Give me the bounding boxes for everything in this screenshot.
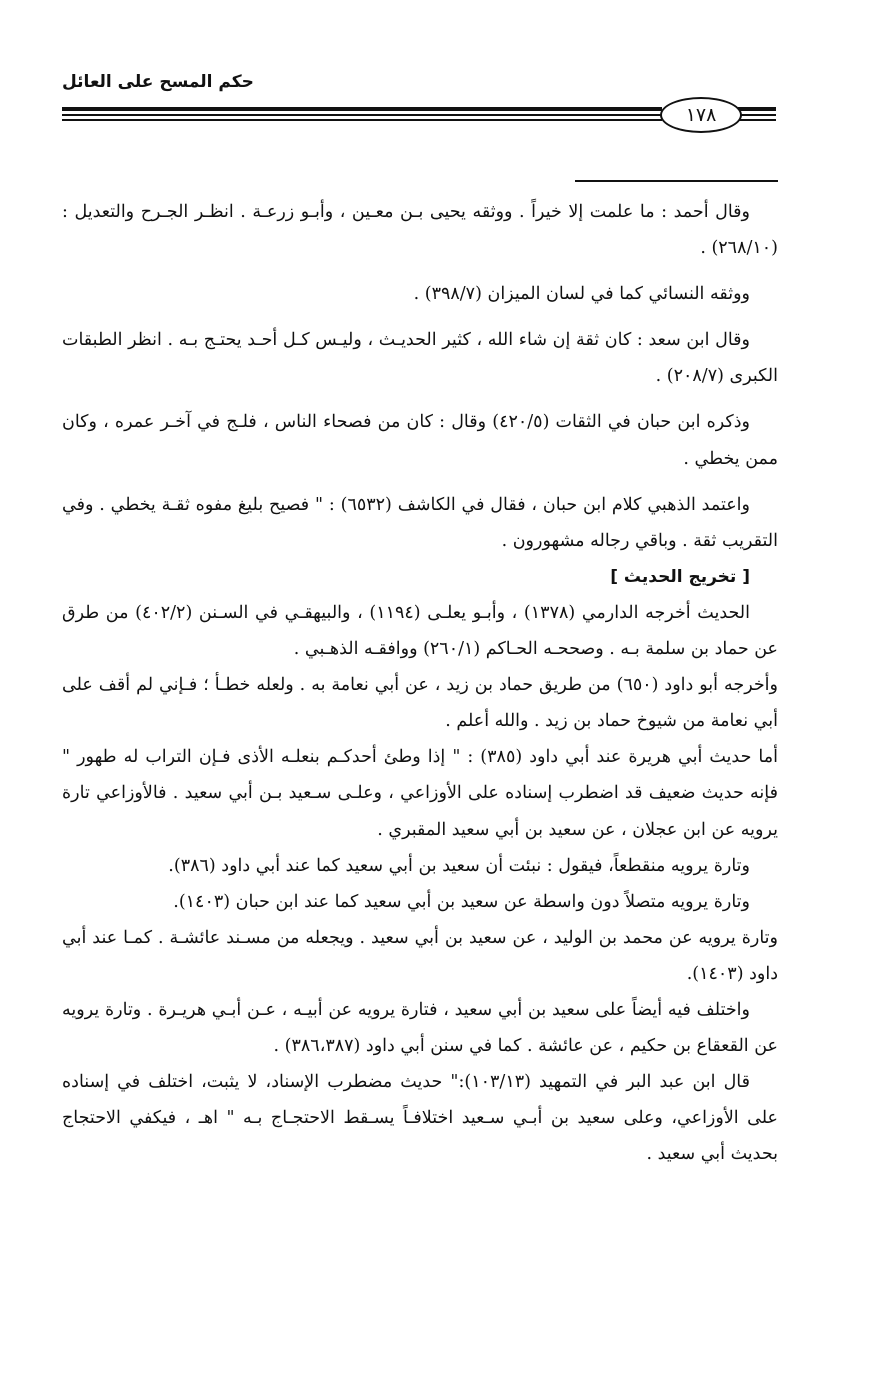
header-rule bbox=[738, 119, 776, 121]
running-header-title: حكم المسح على العائل bbox=[62, 72, 254, 92]
paragraph: قال ابن عبد البر في التمهيد (١٠٣/١٣):" حديث مضطرب الإسناد، لا يثبت، اختلف في إسناده على الأوزاعي، وعلى سعيد بن أبـي سـعيد اختلافـاً يسـقط الاحتجـاج بـه " اهـ ، فيكفي الاحتجاج بحديث أبي سعيد . bbox=[62, 1072, 778, 1165]
section-heading: [ تخريج الحديث ] bbox=[610, 566, 750, 587]
page-body bbox=[62, 194, 778, 1172]
paragraph: وتارة يرويه منقطعاً، فيقول : نبئت أن سعيد بن أبي سعيد كما عند أبي داود (٣٨٦). bbox=[168, 855, 750, 876]
header-rule bbox=[738, 107, 776, 111]
page-number: ١٧٨ bbox=[660, 97, 742, 133]
paragraph: وأخرجه أبو داود (٦٥٠) من طريق حماد بن زيد ، عن أبي نعامة به . ولعله خطـأ ؛ فـإني لم أقف على أبي نعامة من شيوخ حماد بن زيد . والله أعلم . bbox=[62, 675, 778, 732]
paragraph: وتارة يرويه متصلاً دون واسطة عن سعيد بن أبي سعيد كما عند ابن حبان (١٤٠٣). bbox=[173, 891, 750, 912]
paragraph: واختلف فيه أيضاً على سعيد بن أبي سعيد ، فتارة يرويه عن أبيـه ، عـن أبـي هريـرة . وتارة يرويه عن القعقاع بن حكيم ، عن عائشة . كما في سنن أبي داود (٣٨٦،٣٨٧) . bbox=[62, 999, 778, 1057]
paragraph: الحديث أخرجه الدارمي (١٣٧٨) ، وأبـو يعلـى (١١٩٤) ، والبيهقـي في السـنن (٤٠٢/٢) من طرق عن حماد بن سلمة بـه . وصححـه الحـاكم (٢٦٠/١) ووافقـه الذهـبي . bbox=[62, 602, 778, 660]
header-rule bbox=[62, 119, 662, 121]
paragraph: ووثقه النسائي كما في لسان الميزان (٣٩٨/٧) . bbox=[413, 284, 750, 305]
footnote-rule bbox=[575, 180, 778, 182]
paragraph: وذكره ابن حبان في الثقات (٤٢٠/٥) وقال : كان من فصحاء الناس ، فلـج في آخـر عمره ، وكان ممن يخطي . bbox=[62, 412, 778, 469]
paragraph: أما حديث أبي هريرة عند أبي داود (٣٨٥) : " إذا وطئ أحدكـم بنعلـه الأذى فـإن التراب له طهور " فإنه حديث ضعيف قد اضطرب إسناده على الأوزاعي ، وعلـى سـعيد بـن أبي سعيد . فالأوزاعي تارة يرويه عن ابن عجلان ، عن سعيد بن أبي سعيد المقبري . bbox=[62, 747, 778, 840]
header-rule bbox=[62, 114, 662, 116]
paragraph: واعتمد الذهبي كلام ابن حبان ، فقال في الكاشف (٦٥٣٢) : " فصيح بليغ مفوه ثقـة يخطي . وفي التقريب ثقة . وباقي رجاله مشهورون . bbox=[62, 494, 778, 551]
paragraph: وتارة يرويه عن محمد بن الوليد ، عن سعيد بن أبي سعيد . ويجعله من مسـند عائشـة . كمـا عند أبي داود (١٤٠٣). bbox=[62, 927, 778, 984]
paragraph: وقال ابن سعد : كان ثقة إن شاء الله ، كثير الحديـث ، وليـس كـل أحـد يحتـج بـه . انظر الطبقات الكبرى (٢٠٨/٧) . bbox=[62, 330, 778, 387]
header-rule bbox=[738, 114, 776, 116]
header-rule bbox=[62, 107, 662, 111]
paragraph: وقال أحمد : ما علمت إلا خيراً . ووثقه يحيى بـن معـين ، وأبـو زرعـة . انظـر الجـرح والتعديل : (٢٦٨/١٠) . bbox=[62, 202, 778, 259]
